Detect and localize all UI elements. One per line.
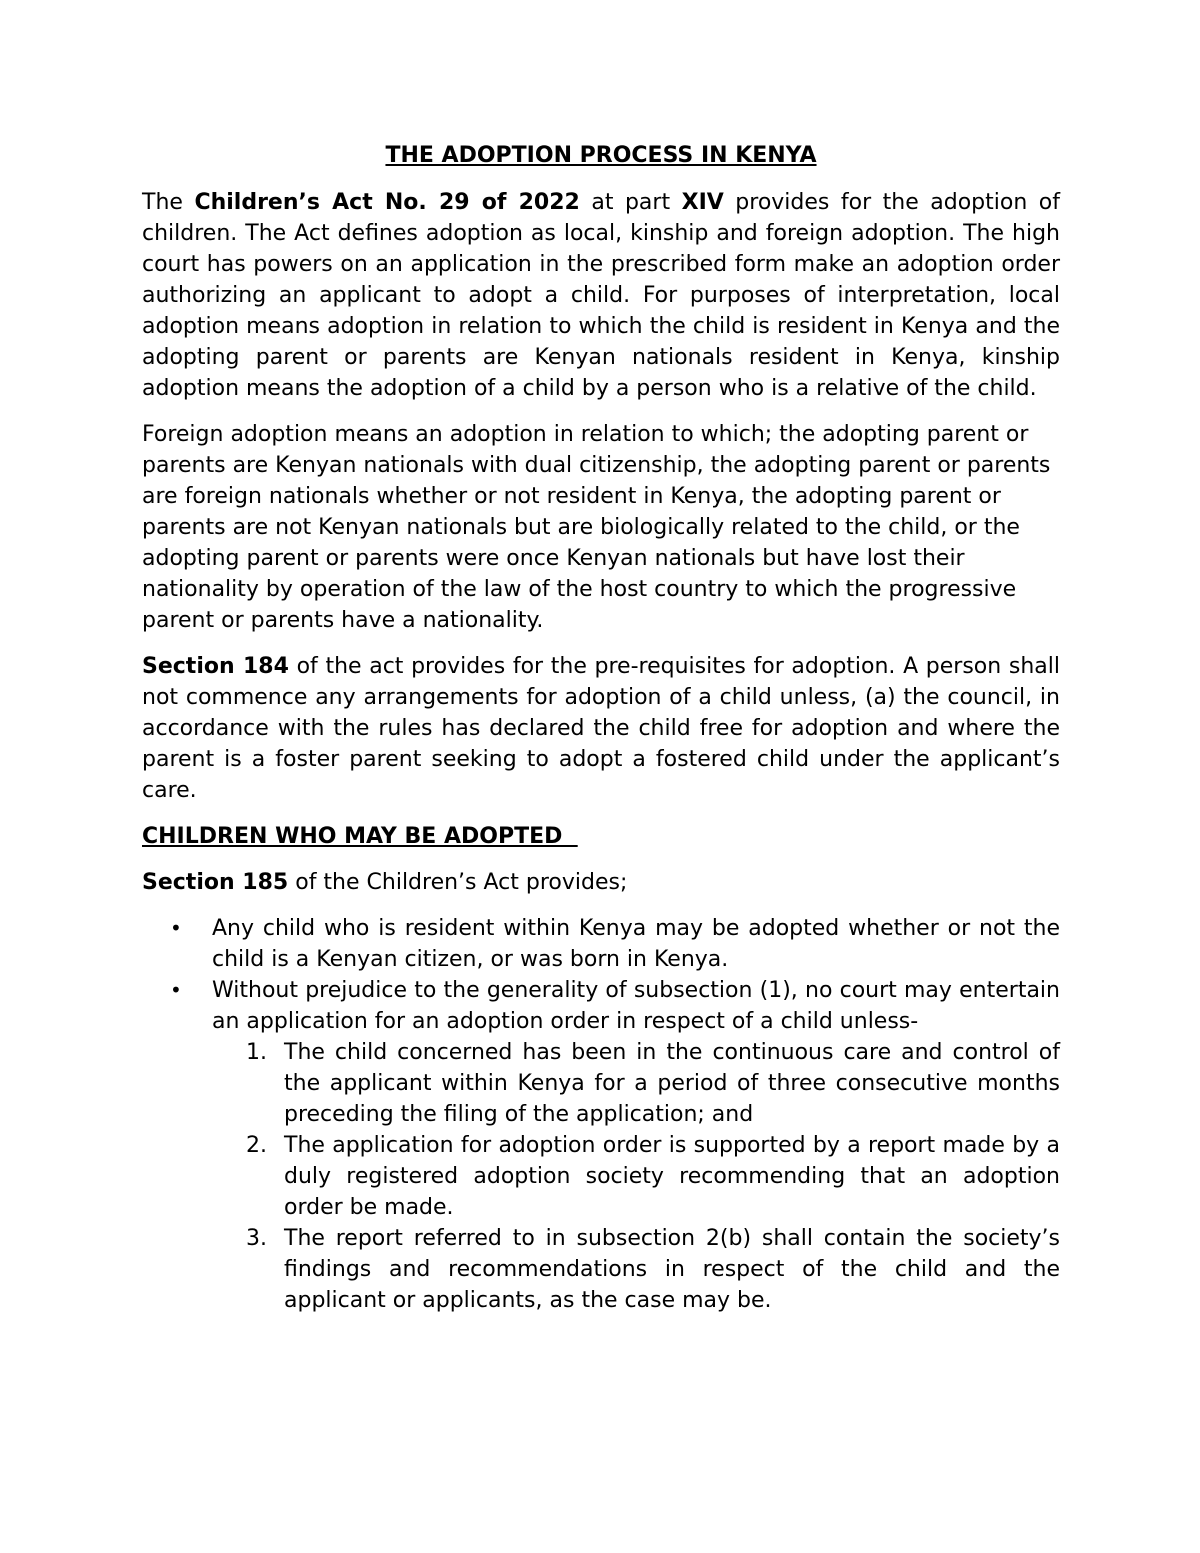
item-text: The report referred to in subsection 2(b) shall contain the society’s findings and recommendations in respect of the child and the applicant or applicants, as the case may be. <box>284 1226 1060 1313</box>
numbered-item <box>246 1037 1060 1130</box>
item-number: 1. <box>246 1040 267 1065</box>
section-184-label: Section 184 <box>142 654 289 679</box>
item-text: The application for adoption order is supported by a report made by a duly registered adoption society recommending that an adoption order be made. <box>284 1133 1060 1220</box>
bullet-list <box>142 913 1060 1316</box>
item-text: The child concerned has been in the continuous care and control of the applicant within Kenya for a period of three consecutive months preceding the filing of the application; and <box>284 1040 1060 1127</box>
section-184-text: of the act provides for the pre-requisites for adoption. A person shall not commence any arrangements for adoption of a child unless, (a) the council, in accordance with the rules has declared the child free for adoption and where the parent is a foster parent seeking to adopt a fostered child under the applicant’s care. <box>142 654 1060 803</box>
bullet-item <box>170 975 1060 1316</box>
item-number: 3. <box>246 1226 267 1251</box>
heading-children-who-may-be-adopted: CHILDREN WHO MAY BE ADOPTED <box>142 824 578 849</box>
intro-text-2: at part <box>579 190 682 215</box>
bullet-text: Without prejudice to the generality of subsection (1), no court may entertain an application for an adoption order in respect of a child unless- <box>212 978 1060 1034</box>
intro-text-1: The <box>142 190 195 215</box>
document-title: THE ADOPTION PROCESS IN KENYA <box>385 143 817 168</box>
section-185-text: of the Children’s Act provides; <box>288 870 628 895</box>
section-185-label: Section 185 <box>142 870 289 895</box>
bullet-text: Any child who is resident within Kenya may be adopted whether or not the child is a Kenyan citizen, or was born in Kenya. <box>212 916 1060 972</box>
numbered-item <box>246 1223 1060 1316</box>
paragraph-foreign-adoption: Foreign adoption means an adoption in relation to which; the adopting parent or parents are Kenyan nationals with dual citizenship, the adopting parent or parents are foreign nationals whether or not resident in Kenya, the adopting parent or parents are not Kenyan nationals but are biologically related to the child, or the adopting parent or parents were once Kenyan nationals but have lost their nationality by operation of the law of the host country to which the progressive parent or parents have a nationality. <box>142 422 1051 633</box>
document-page <box>142 140 1060 1316</box>
intro-part-number: XIV <box>681 190 724 215</box>
intro-act-name: Children’s Act No. 29 of 2022 <box>194 190 580 215</box>
bullet-item <box>170 913 1060 975</box>
paragraph-section-184 <box>142 651 1060 806</box>
paragraph-section-185 <box>142 867 1060 898</box>
numbered-item <box>246 1130 1060 1223</box>
bullet-icon: • <box>170 916 182 940</box>
numbered-list <box>212 1037 1060 1316</box>
paragraph-intro <box>142 187 1060 404</box>
item-number: 2. <box>246 1133 267 1158</box>
bullet-icon: • <box>170 978 182 1002</box>
intro-text-3: provides for the adoption of children. The Act defines adoption as local, kinship and foreign adoption. The high court has powers on an application in the prescribed form make an adoption order authorizing an applicant to adopt a child. For purposes of interpretation, local adoption means adoption in relation to which the child is resident in Kenya and the adopting parent or parents are Kenyan nationals resident in Kenya, kinship adoption means the adoption of a child by a person who is a relative of the child. <box>142 190 1060 401</box>
